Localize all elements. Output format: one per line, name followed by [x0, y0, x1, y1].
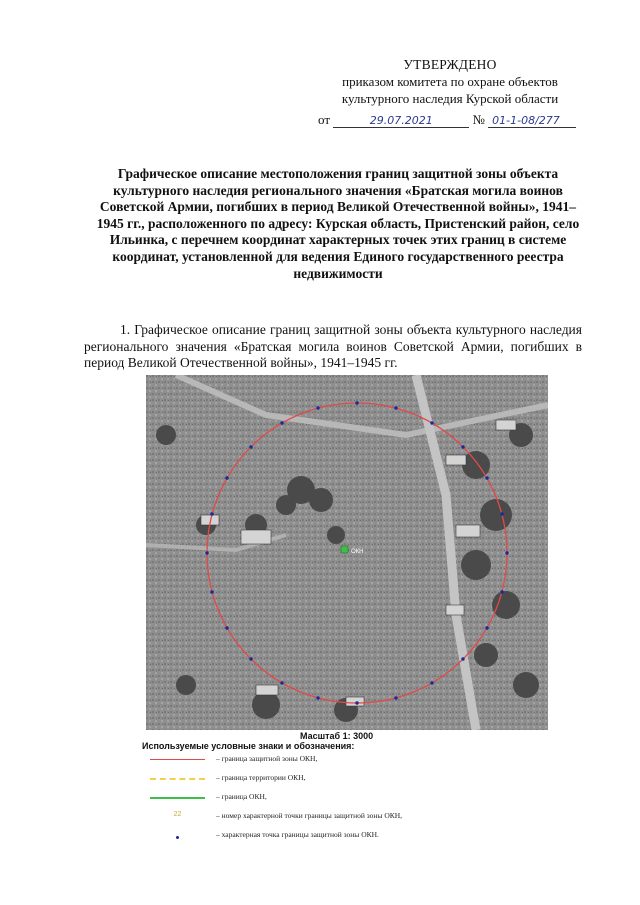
legend-label: – характерная точка границы защитной зоны ОКН.: [216, 830, 379, 839]
legend-item-point: [150, 828, 510, 847]
yellow-dashed-line-icon: [150, 778, 205, 788]
approval-date-number: [318, 112, 618, 128]
handwritten-number: 01-1-08/277: [488, 114, 576, 128]
approval-block: [300, 56, 600, 107]
legend: [150, 752, 510, 847]
legend-title: Используемые условные знаки и обозначения:: [142, 741, 355, 751]
approval-line-2: культурного наследия Курской области: [341, 91, 559, 106]
legend-item-zone-boundary: [150, 752, 510, 771]
document-title: Графическое описание местоположения границ защитной зоны объекта культурного наследия регионального значения «Братская могила воинов Советской Армии, погибших в период Великой Отечественной войны», 1941–1945 гг., расположенного по адресу: Курская область, Пристенский район, село Ильинка, с перечнем координат характерных точек этих границ в системе координат, установленной для ведения Единого государственного реестра недвижимости: [96, 166, 580, 281]
legend-item-object-boundary: [150, 790, 510, 809]
point-dot-icon: [150, 832, 205, 840]
approval-heading: УТВЕРЖДЕНО: [403, 57, 497, 72]
legend-label: – граница защитной зоны ОКН,: [216, 754, 318, 763]
legend-label: – номер характерной точки границы защитной зоны ОКН,: [216, 811, 403, 820]
legend-label: – граница ОКН,: [216, 792, 267, 801]
from-label: от: [318, 112, 331, 127]
approval-line-1: приказом комитета по охране объектов: [342, 74, 558, 89]
number-label: №: [472, 112, 485, 127]
aerial-map: [146, 375, 548, 730]
handwritten-date: 29.07.2021: [333, 114, 469, 128]
green-line-icon: [150, 797, 205, 807]
legend-item-territory-boundary: [150, 771, 510, 790]
point-number-icon: 22: [173, 811, 182, 818]
map-scale: Масштаб 1: 3000: [300, 731, 374, 741]
red-line-icon: [150, 759, 205, 768]
svg-text:ОКН: ОКН: [351, 549, 364, 555]
section-paragraph: 1. Графическое описание границ защитной зоны объекта культурного наследия регионального значения «Братская могила воинов Советской Армии, погибших в период Великой Отечественной войны», 1941–1945 гг.: [84, 322, 582, 370]
legend-item-point-number: [150, 809, 510, 828]
legend-label: – граница территории ОКН,: [216, 773, 306, 782]
